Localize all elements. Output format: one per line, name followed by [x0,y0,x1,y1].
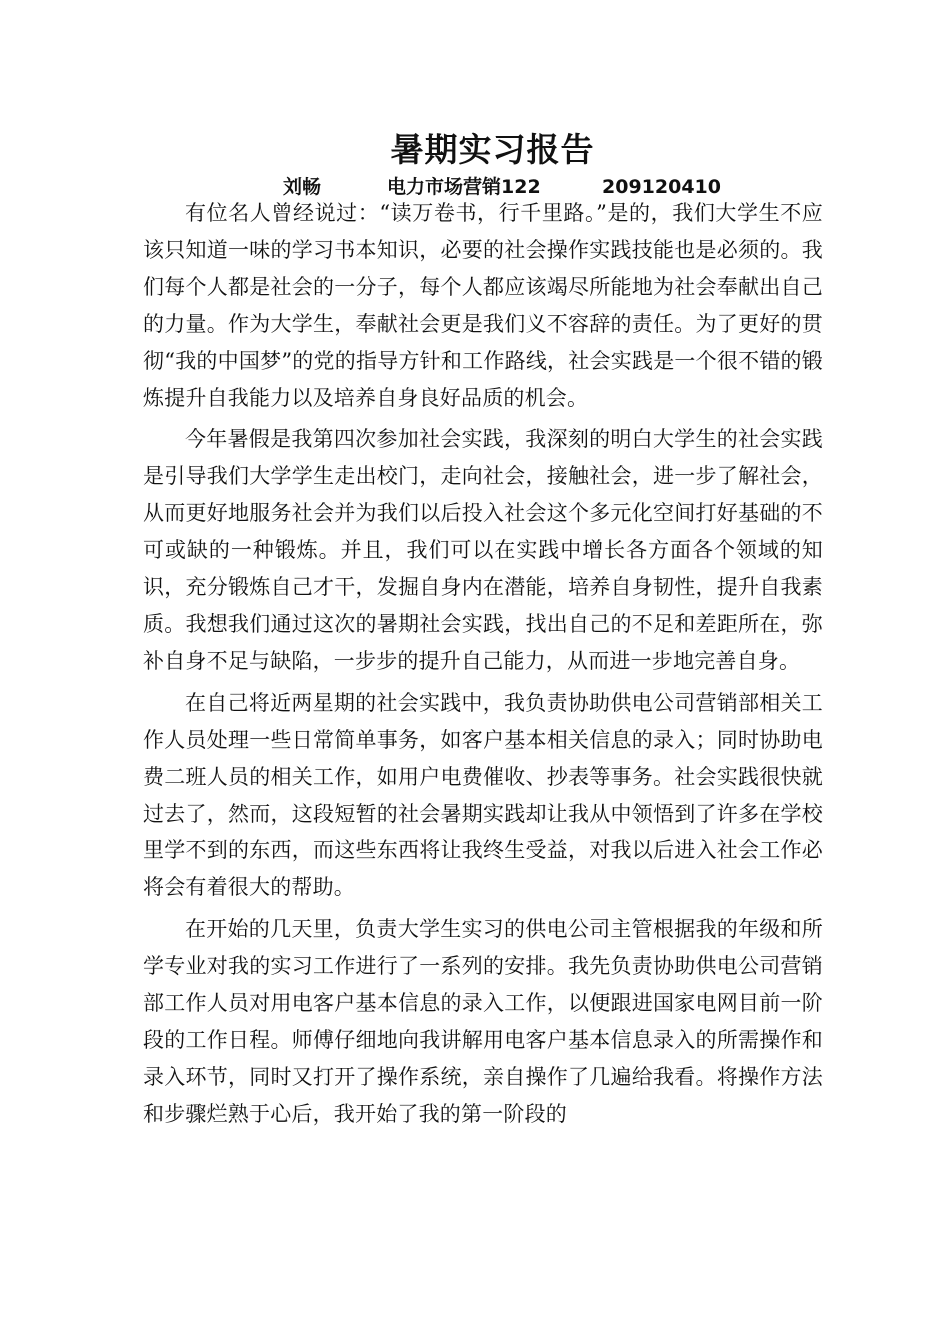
page-title: 暑期实习报告 [390,130,595,169]
body-paragraph: 在开始的几天里，负责大学生实习的供电公司主管根据我的年级和所学专业对我的实习工作进行了一系列的安排。我先负责协助供电公司营销部工作人员对用电客户基本信息的录入工作，以便跟进国家电网目前一阶段的工作日程。师傅仔细地向我讲解用电客户基本信息录入的所需操作和录入环节，同时又打开了操作系统，亲自操作了几遍给我看。将操作方法和步骤烂熟于心后，我开始了我的第一阶段的 [143,917,823,1126]
body-paragraph: 今年暑假是我第四次参加社会实践，我深刻的明白大学生的社会实践是引导我们大学学生走出校门，走向社会，接触社会，进一步了解社会，从而更好地服务社会并为我们以后投入社会这个多元化空间打好基础的不可或缺的一种锻炼。并且，我们可以在实践中增长各方面各个领域的知识，充分锻炼自己才干，发掘自身内在潜能，培养自身韧性，提升自我素质。我想我们通过这次的暑期社会实践，找出自己的不足和差距所在，弥补自身不足与缺陷，一步步的提升自己能力，从而进一步地完善自身。 [143,427,823,673]
author-name: 刘畅 [283,176,322,198]
student-id: 209120410 [602,176,721,198]
body-paragraph: 有位名人曾经说过：“读万卷书，行千里路。”是的，我们大学生不应该只知道一味的学习书本知识，必要的社会操作实践技能也是必须的。我们每个人都是社会的一分子，每个人都应该竭尽所能地为社会奉献出自己的力量。作为大学生，奉献社会更是我们义不容辞的责任。为了更好的贯彻“我的中国梦”的党的指导方针和工作路线，社会实践是一个很不错的锻炼提升自我能力以及培养自身良好品质的机会。 [143,201,823,410]
class-major: 电力市场营销122 [387,176,541,198]
body-paragraph: 在自己将近两星期的社会实践中，我负责协助供电公司营销部相关工作人员处理一些日常简单事务，如客户基本相关信息的录入；同时协助电费二班人员的相关工作，如用户电费催收、抄表等事务。社会实践很快就过去了，然而，这段短暂的社会暑期实践却让我从中领悟到了许多在学校里学不到的东西，而这些东西将让我终生受益，对我以后进入社会工作必将会有着很大的帮助。 [143,690,823,900]
report-body [143,195,823,1138]
